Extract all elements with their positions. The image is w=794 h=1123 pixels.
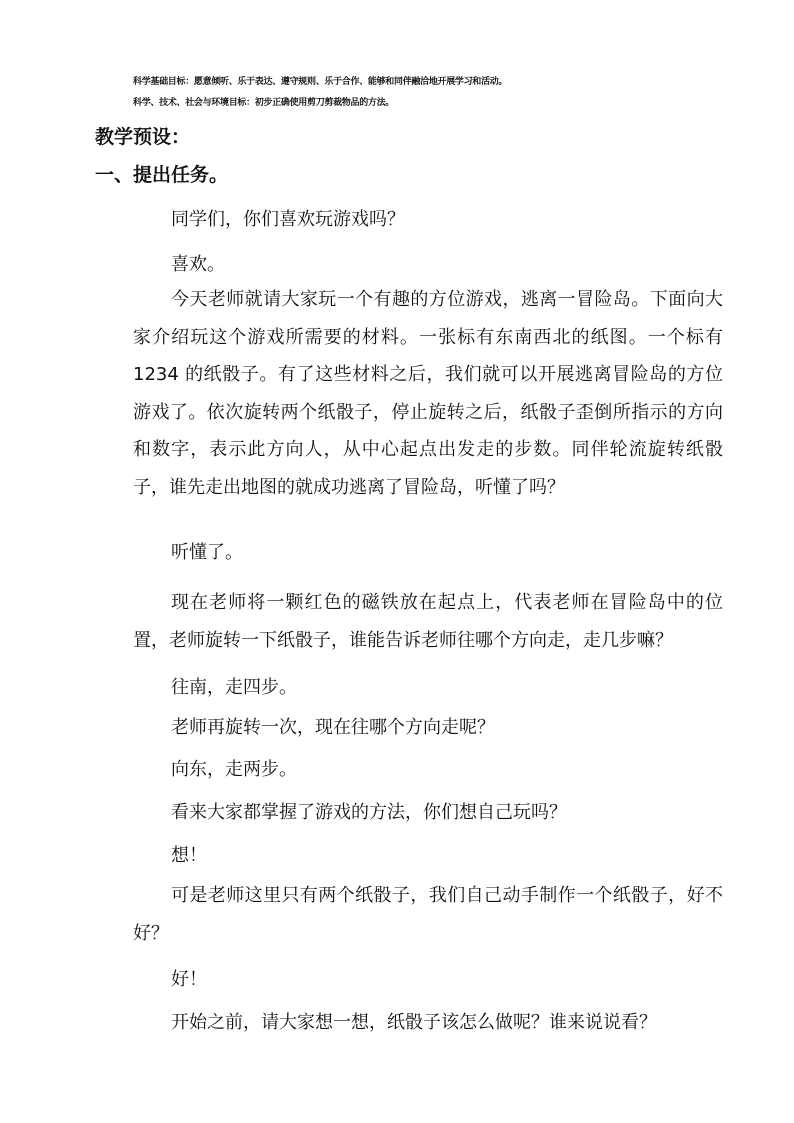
paragraph: 想！ (171, 845, 207, 866)
paragraph: 同学们，你们喜欢玩游戏吗？ (171, 209, 405, 230)
paragraph: 看来大家都掌握了游戏的方法，你们想自己玩吗？ (171, 802, 567, 823)
goal-line-2: 科学、技术、社会与环境目标：初步正确使用剪刀剪裁物品的方法。 (133, 98, 395, 108)
goal-line-1: 科学基础目标：愿意倾听、乐于表达、遵守规则、乐于合作、能够和同伴融洽地开展学习和活动。 (133, 77, 508, 87)
paragraph: 开始之前，请大家想一想，纸骰子该怎么做呢？谁来说说看？ (171, 1012, 657, 1033)
paragraph: 可是老师这里只有两个纸骰子，我们自己动手制作一个纸骰子，好不好？ (133, 885, 723, 944)
section-title: 教学预设： (95, 126, 191, 148)
paragraph: 喜欢。 (171, 254, 225, 275)
paragraph: 听懂了。 (171, 542, 243, 563)
paragraph: 好！ (171, 969, 207, 990)
paragraph: 今天老师就请大家玩一个有趣的方位游戏，逃离一冒险岛。下面向大家介绍玩这个游戏所需要的材料。一张标有东南西北的纸图。一个标有 1234 的纸骰子。有了这些材料之后，我们就可以开展逃离冒险岛的方位游戏了。依次旋转两个纸骰子，停止旋转之后，纸骰子歪倒所指示的方向和数字，表示此方向人，从中心起点出发走的步数。同伴轮流旋转纸骰子，谁先走出地图的就成功逃离了冒险岛，听懂了吗？ (133, 289, 723, 498)
part1-title: 一、提出任务。 (95, 164, 229, 186)
paragraph: 老师再旋转一次，现在往哪个方向走呢？ (171, 717, 495, 738)
paragraph: 向东，走两步。 (171, 759, 297, 780)
paragraph: 现在老师将一颗红色的磁铁放在起点上，代表老师在冒险岛中的位置，老师旋转一下纸骰子，谁能告诉老师往哪个方向走，走几步嘛？ (133, 592, 723, 651)
paragraph: 往南，走四步。 (171, 677, 297, 698)
